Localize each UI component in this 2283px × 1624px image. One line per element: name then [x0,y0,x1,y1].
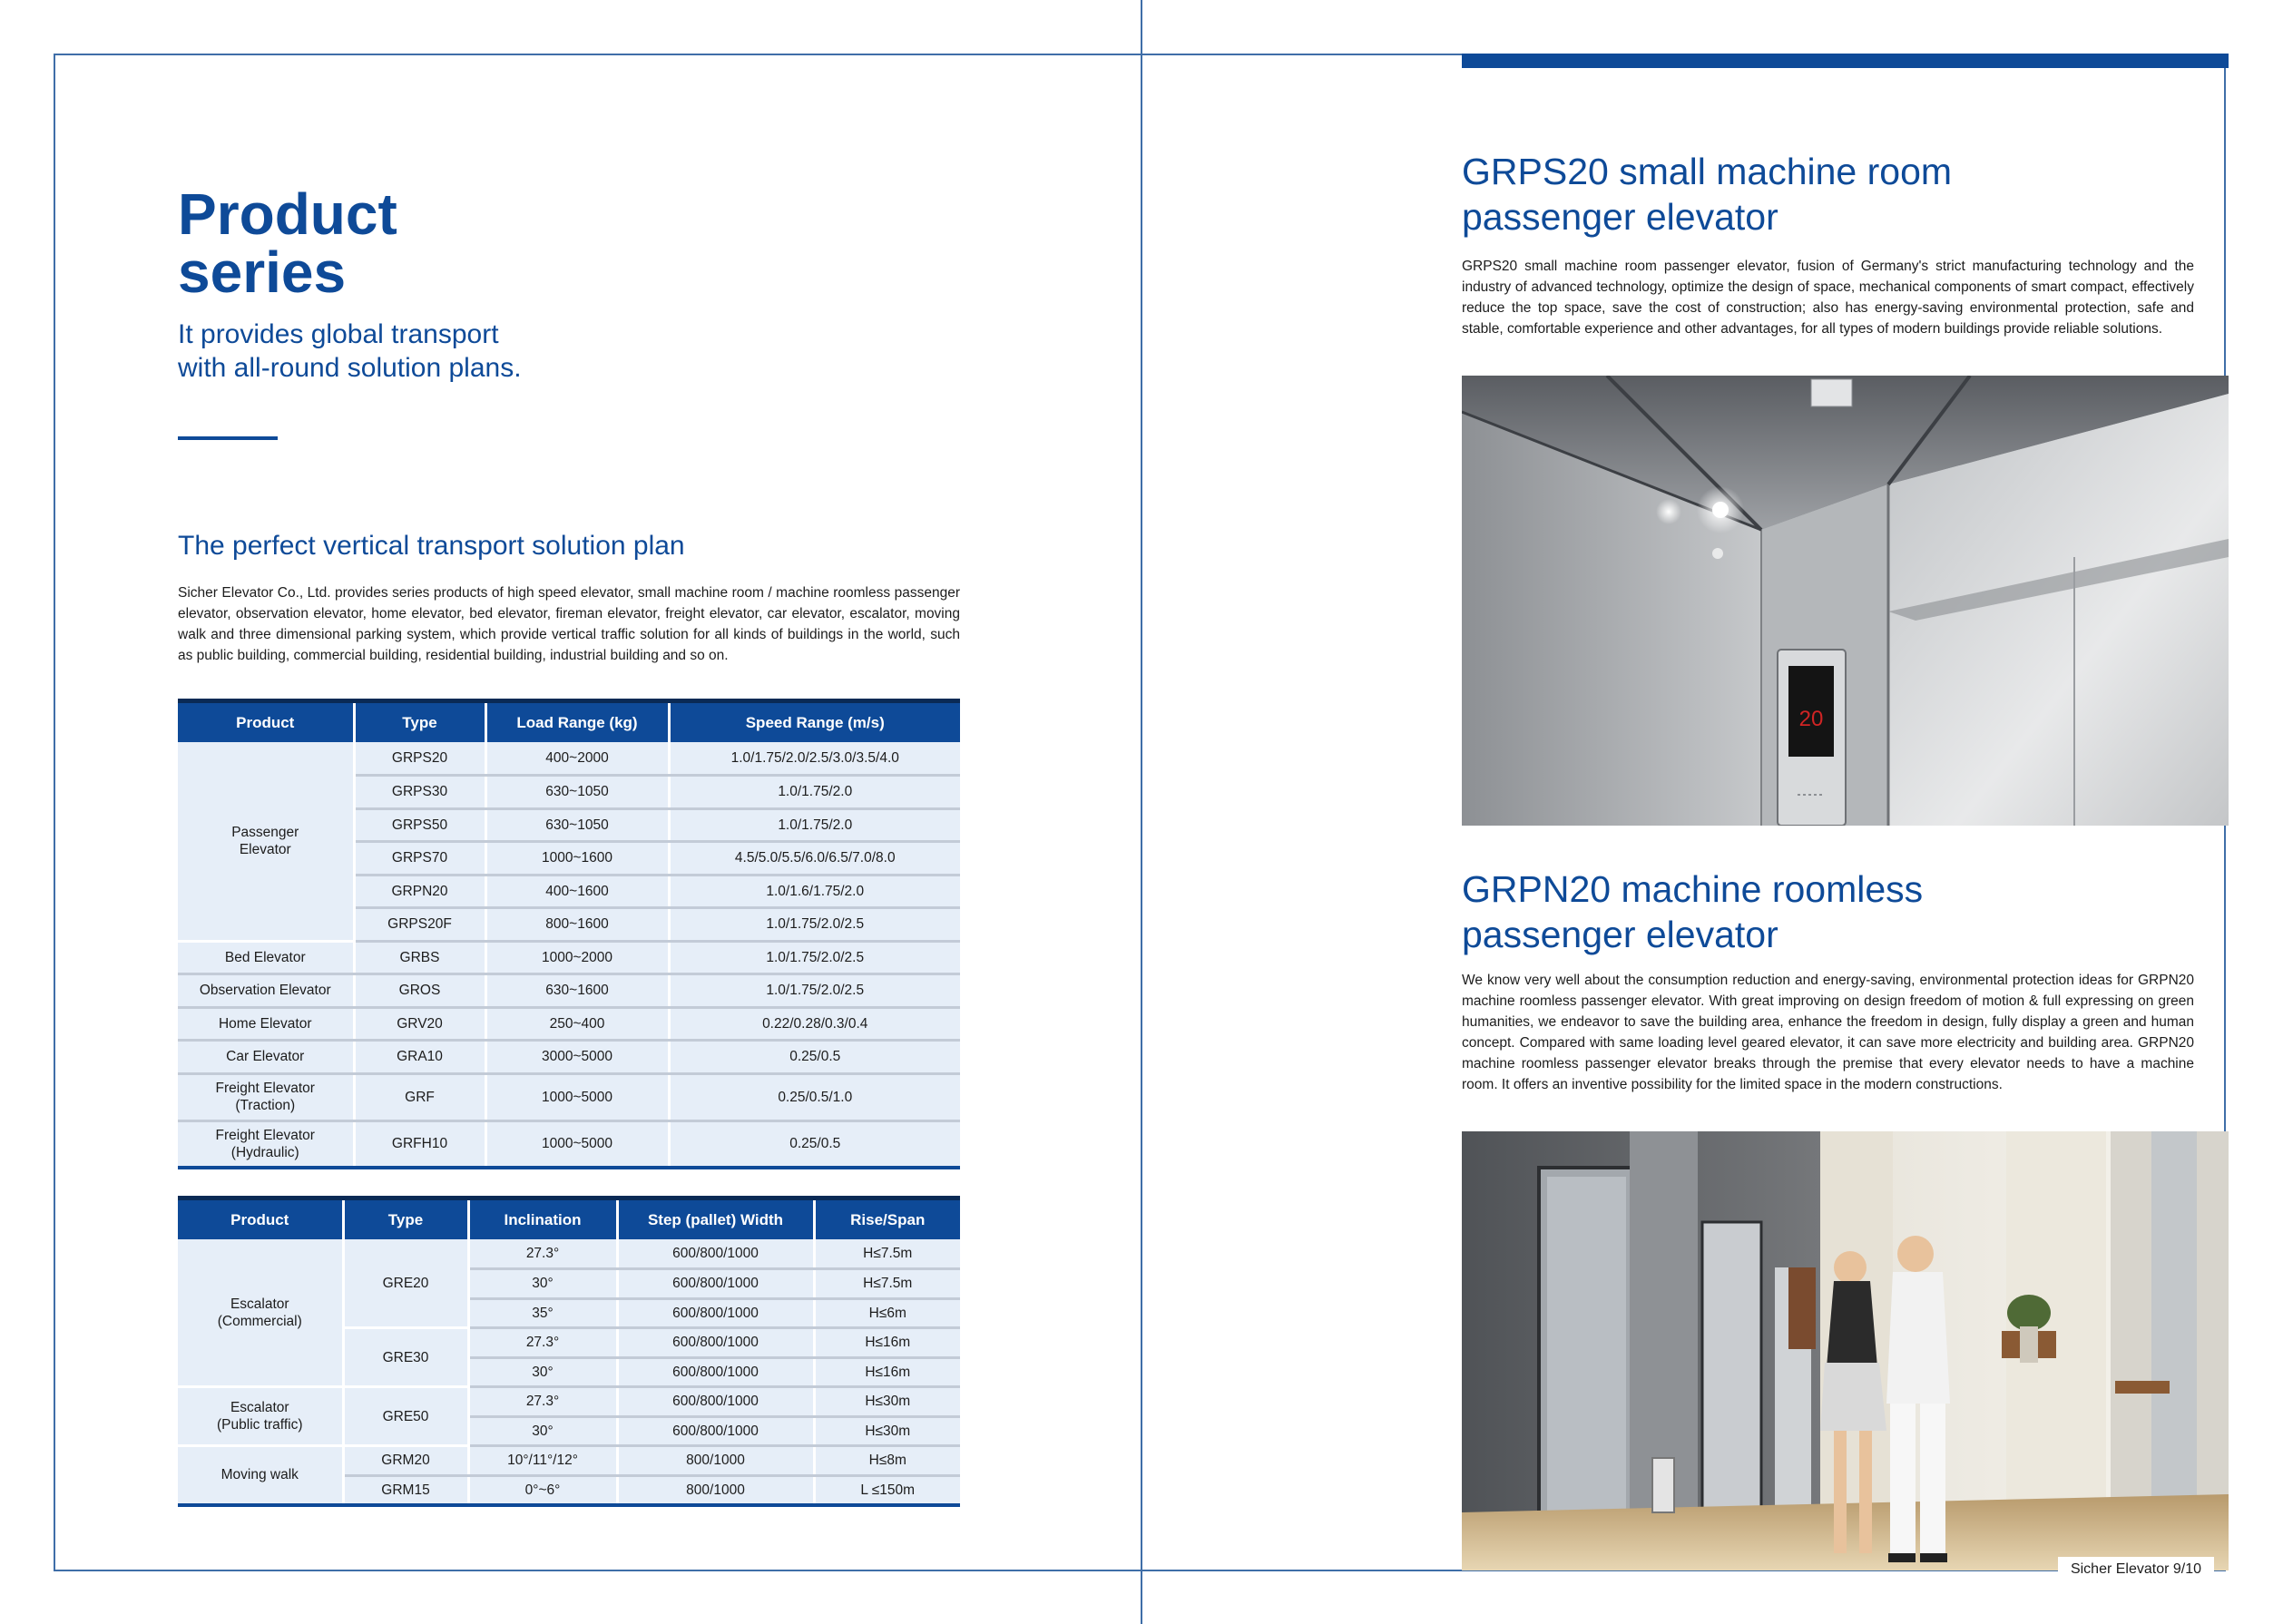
load-cell: 3000~5000 [485,1041,669,1074]
speed-cell: 1.0/1.6/1.75/2.0 [669,875,960,908]
inclination-cell: 30° [468,1416,617,1446]
inclination-cell: 0°~6° [468,1475,617,1505]
type-cell: GRPS30 [354,776,485,809]
type-cell: GRV20 [354,1007,485,1041]
grps20-title-line-2: passenger elevator [1462,196,1778,238]
grpn20-title-line-2: passenger elevator [1462,914,1778,955]
type-cell: GRPS20F [354,908,485,942]
load-cell: 1000~2000 [485,941,669,974]
type-cell: GRM15 [343,1475,468,1505]
width-cell: 800/1000 [617,1475,814,1505]
speed-cell: 1.0/1.75/2.0 [669,776,960,809]
load-cell: 1000~5000 [485,1120,669,1168]
type-cell: GROS [354,974,485,1008]
type-cell: GRA10 [354,1041,485,1074]
type-cell: GRPS20 [354,742,485,776]
rise-cell: H≤7.5m [814,1239,960,1269]
type-cell: GRPN20 [354,875,485,908]
grps20-title [1462,149,1952,240]
lobby-photo [1462,1131,2229,1570]
width-cell: 600/800/1000 [617,1357,814,1387]
table-row [178,1041,960,1074]
grps20-description: GRPS20 small machine room passenger elevator, fusion of Germany's strict manufacturing technology and the industry of advanced technology, optimize the design of space, mechanical components of smart compact, effectively reduce the top space, save the cost of construction; also has energy-saving environmental protection, safe and stable, comfortable experience and other advantages, for all types of modern buildings provide reliable solutions. [1462,259,2194,337]
width-cell: 600/800/1000 [617,1328,814,1358]
inclination-cell: 27.3° [468,1239,617,1269]
cabin-illustration [1462,376,2229,826]
column-header: Product [178,701,354,743]
product-cell: Freight Elevator (Traction) [178,1073,354,1120]
table-row [178,1007,960,1041]
product-cell: Escalator (Public traffic) [178,1387,343,1446]
width-cell: 600/800/1000 [617,1239,814,1269]
table-row [178,1387,960,1417]
column-header: Load Range (kg) [485,701,669,743]
table-row [178,974,960,1008]
call-panel [1778,650,1846,826]
speed-cell: 0.22/0.28/0.3/0.4 [669,1007,960,1041]
header-bar [1462,54,2229,68]
column-header: Speed Range (m/s) [669,701,960,743]
speed-cell: 0.25/0.5 [669,1041,960,1074]
table-row [178,941,960,974]
type-cell: GRE30 [343,1328,468,1387]
speed-cell: 1.0/1.75/2.0/2.5 [669,908,960,942]
type-cell: GRM20 [343,1446,468,1476]
rise-cell: H≤8m [814,1446,960,1476]
column-header: Type [354,701,485,743]
table-row [178,1073,960,1120]
table-header-row [178,701,960,743]
panel-floor-display: 20 [1798,707,1824,731]
speed-cell: 1.0/1.75/2.0/2.5 [669,974,960,1008]
escalator-spec-table [178,1196,960,1507]
load-cell: 630~1050 [485,776,669,809]
load-cell: 630~1600 [485,974,669,1008]
rise-cell: L ≤150m [814,1475,960,1505]
grpn20-title [1462,866,1923,957]
product-cell: Moving walk [178,1446,343,1505]
column-header: Rise/Span [814,1198,960,1240]
product-cell: Home Elevator [178,1007,354,1041]
speed-cell: 0.25/0.5/1.0 [669,1073,960,1120]
page-footer: Sicher Elevator 9/10 [2058,1557,2214,1582]
type-cell: GRFH10 [354,1120,485,1168]
product-cell: Freight Elevator (Hydraulic) [178,1120,354,1168]
type-cell: GRE20 [343,1239,468,1328]
inclination-cell: 10°/11°/12° [468,1446,617,1476]
column-header: Product [178,1198,343,1240]
page-title [178,181,397,305]
speed-cell: 1.0/1.75/2.0/2.5 [669,941,960,974]
inclination-cell: 27.3° [468,1387,617,1417]
product-cell: Passenger Elevator [178,742,354,941]
load-cell: 400~2000 [485,742,669,776]
speed-cell: 4.5/5.0/5.5/6.0/6.5/7.0/8.0 [669,842,960,876]
table-row [178,1120,960,1168]
column-header: Type [343,1198,468,1240]
table-row [178,742,960,776]
width-cell: 600/800/1000 [617,1387,814,1417]
rise-cell: H≤6m [814,1298,960,1328]
speed-cell: 1.0/1.75/2.0/2.5/3.0/3.5/4.0 [669,742,960,776]
grpn20-title-line-1: GRPN20 machine roomless [1462,868,1924,910]
accent-rule [178,436,278,440]
speed-cell: 1.0/1.75/2.0 [669,808,960,842]
table-row [178,1446,960,1476]
load-cell: 1000~1600 [485,842,669,876]
product-cell: Car Elevator [178,1041,354,1074]
product-cell: Bed Elevator [178,941,354,974]
load-cell: 250~400 [485,1007,669,1041]
tagline: It provides global transport with all-round solution plans. [178,319,522,383]
page-title-line-2: series [178,240,347,305]
page-spine [1141,0,1142,1624]
elevator-spec-table [178,699,960,1169]
product-cell: Observation Elevator [178,974,354,1008]
type-cell: GRPS50 [354,808,485,842]
load-cell: 630~1050 [485,808,669,842]
width-cell: 600/800/1000 [617,1298,814,1328]
width-cell: 600/800/1000 [617,1269,814,1299]
inclination-cell: 27.3° [468,1328,617,1358]
load-cell: 800~1600 [485,908,669,942]
rise-cell: H≤30m [814,1387,960,1417]
type-cell: GRPS70 [354,842,485,876]
page-title-line-1: Product [178,181,397,247]
column-header: Inclination [468,1198,617,1240]
section-title: The perfect vertical transport solution plan [178,531,685,561]
table-row [178,1239,960,1269]
speed-cell: 0.25/0.5 [669,1120,960,1168]
column-header: Step (pallet) Width [617,1198,814,1240]
width-cell: 600/800/1000 [617,1416,814,1446]
width-cell: 800/1000 [617,1446,814,1476]
table-header-row [178,1198,960,1240]
rise-cell: H≤7.5m [814,1269,960,1299]
inclination-cell: 30° [468,1357,617,1387]
rise-cell: H≤16m [814,1328,960,1358]
load-cell: 1000~5000 [485,1073,669,1120]
type-cell: GRE50 [343,1387,468,1446]
type-cell: GRF [354,1073,485,1120]
inclination-cell: 30° [468,1269,617,1299]
inclination-cell: 35° [468,1298,617,1328]
grpn20-description: We know very well about the consumption reduction and energy-saving, environmental protection ideas for GRPN20 machine roomless passenger elevator. With great improving on design freedom of motion & full expressing on green humanities, we endeavor to save the building area, enhance the freedom in design, fully display a green and human concept. Compared with same loading level geared elevator, it can save more electricity and building area. GRPN20 machine roomless passenger elevator breaks through the premise that every elevator needs to have a machine room. It offers an inventive possibility for the limited space in the modern constructions. [1462,973,2194,1092]
intro-paragraph: Sicher Elevator Co., Ltd. provides series products of high speed elevator, small machine room / machine roomless passenger elevator, observation elevator, home elevator, bed elevator, fireman elevator, freight elevator, car elevator, escalator, moving walk and three dimensional parking system, which provide vertical traffic solution for all kinds of buildings in the world, such as public building, commercial building, residential building, industrial building and so on. [178,585,960,663]
product-cell: Escalator (Commercial) [178,1239,343,1387]
grps20-title-line-1: GRPS20 small machine room [1462,151,1953,192]
rise-cell: H≤16m [814,1357,960,1387]
rise-cell: H≤30m [814,1416,960,1446]
load-cell: 400~1600 [485,875,669,908]
lobby-illustration [1462,1131,2229,1570]
elevator-cabin-photo [1462,376,2229,826]
type-cell: GRBS [354,941,485,974]
